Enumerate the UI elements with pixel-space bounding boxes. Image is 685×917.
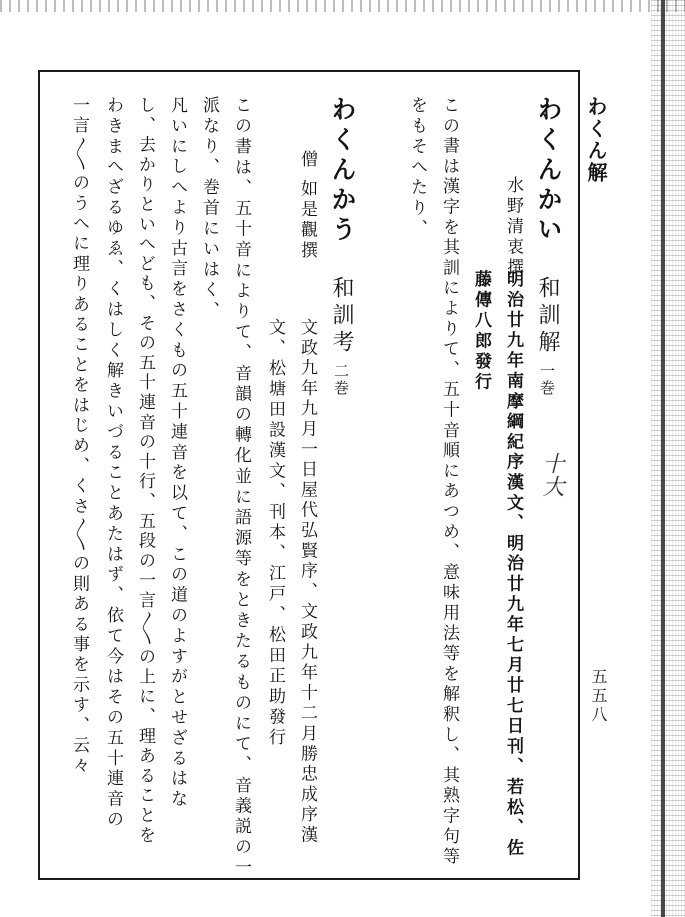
entry-1-author: 水野清衷撰 <box>503 176 523 279</box>
entry-2-heading: わくんかう <box>328 96 357 246</box>
page-number: 五五八 <box>589 668 608 725</box>
entry-1-description-line-2: をもそへたり、 <box>407 96 427 240</box>
entry-1-description-line-1: この書は漢字を其訓によりて、五十音順にあつめ、意味用法等を解釈し、其熟字句等 <box>439 96 459 868</box>
entry-1-title <box>536 276 558 397</box>
entry-2-description-line-3: 凡いにしへより古言をさくもの五十連音を以て、この道のよすがとせざるはな <box>167 96 187 810</box>
pencil-annotation: 十大 <box>539 452 564 498</box>
entry-2-description-line-5: わきまへざるゆゑ、くはしく解きいづることあたはず、依て今はその五十連音の <box>103 96 123 831</box>
entry-1-publication-line-2: 藤傳八郎發行 <box>471 270 491 393</box>
entry-2-author: 僧 如是觀撰 <box>297 150 317 262</box>
scan-edge-right <box>651 0 685 917</box>
running-head <box>586 96 606 184</box>
entry-1-volumes: 一巻 <box>538 363 556 397</box>
entry-2-volumes: 二巻 <box>332 363 350 397</box>
entry-1-heading: わくんかい <box>534 96 563 246</box>
entry-2-title-text: 和訓考 <box>329 276 354 357</box>
entry-1-publication-line-1: 明治廿九年南摩綱紀序漢文、明治廿九年七月廿七日刊、若松、佐 <box>503 270 523 859</box>
entry-2-publication-line-1: 文政九年九月一日屋代弘賢序、文政九年十二月勝忠成序漢 <box>297 318 317 846</box>
entry-2-title <box>330 276 352 397</box>
entry-2-description-line-1: この書は、五十音によりて、音韻の轉化並に語源等をときたるものにて、音義説の一 <box>231 96 251 879</box>
entry-2-description-line-2: 派なり、巻首にいはく、 <box>199 96 219 322</box>
running-head-text: わくん解 <box>584 96 608 184</box>
entry-2-description-line-6: 一言〳〵のうへに理りあることをはじめ、くさ〳〵の則ある事を示す、云々 <box>69 96 89 777</box>
entry-2-publication-line-2: 文、松塘田設漢文、刊本、江戸、松田正助發行 <box>265 318 285 749</box>
scan-edge-top <box>0 0 685 12</box>
entry-2-description-line-4: し、去かりといへども、その五十連音の十行、五段の一言〳〵の上に、理あることを <box>135 96 155 846</box>
entry-1-title-text: 和訓解 <box>535 276 560 357</box>
